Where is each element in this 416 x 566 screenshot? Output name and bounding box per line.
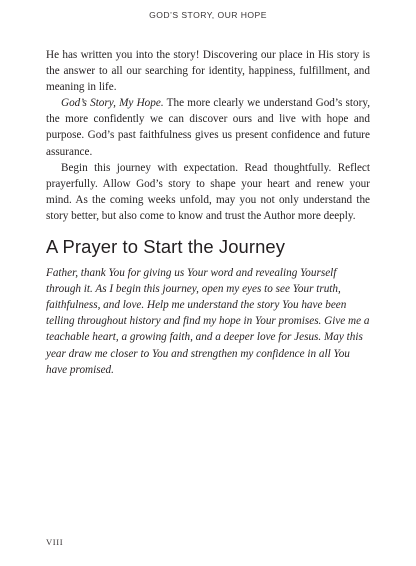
- body-paragraph-1: He has written you into the story! Discovering our place in His story is the answer to all our searching for identity, happiness, fulfillment, and meaning in life.: [46, 49, 370, 94]
- running-head: GOD’S STORY, OUR HOPE: [149, 10, 267, 20]
- page-number: VIII: [46, 537, 64, 547]
- book-title-italic: God’s Story, My Hope.: [61, 97, 164, 110]
- body-paragraph-2: [46, 95, 370, 159]
- body-paragraph-2-text: The more clearly we understand God’s story, the more confidently we can discover ours and live with hope and purpose. God’s past faithfulness gives us present confidence and future assurance.: [46, 97, 370, 158]
- section-heading: A Prayer to Start the Journey: [46, 236, 286, 258]
- body-paragraph-3: Begin this journey with expectation. Read thoughtfully. Reflect prayerfully. Allow God’s story to shape your heart and renew your mind. As the coming weeks unfold, may you not only understand the story better, but also come to know and trust the Author more deeply.: [46, 161, 370, 222]
- page-content: [46, 47, 370, 378]
- prayer-paragraph: Father, thank You for giving us Your word and revealing Yourself through it. As I begin this journey, open my eyes to see Your truth, faithfulness, and love. Help me understand the story You have been telling throughout history and find my hope in Your promises. Give me a teachable heart, a growing faith, and a deeper love for Jesus. May this year draw me closer to You and strengthen my confidence in all You have promised.: [46, 267, 370, 376]
